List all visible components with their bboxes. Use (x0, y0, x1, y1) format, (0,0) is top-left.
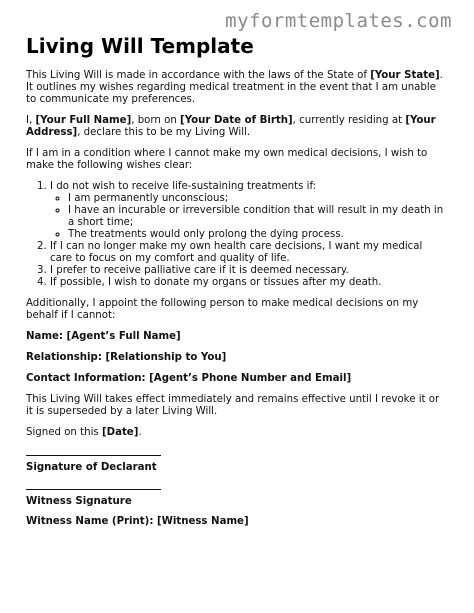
intro-text-2: . It outlines my wishes regarding medical treatment in the event that I am unable to communicate my preferences. (26, 70, 443, 105)
agent-name-field (26, 331, 446, 343)
intro-paragraph (26, 70, 446, 106)
witness-name-label: Witness Name (Print): (26, 516, 154, 527)
condition-item: ◦ I am permanently unconscious; (68, 193, 446, 205)
witness-signature-line[interactable] (26, 489, 161, 490)
signed-text-1: Signed on this (26, 427, 102, 438)
condition-item: ◦ The treatments would only prolong the dying process. (68, 229, 446, 241)
address-placeholder: [Your Address] (26, 115, 436, 138)
declaration-text-3: , currently residing at (292, 115, 406, 126)
signed-date-line (26, 427, 446, 439)
signed-text-2: . (138, 427, 142, 438)
wish-item (50, 181, 446, 241)
agent-contact-label: Contact Information: (26, 373, 146, 384)
wish-item: 3. I prefer to receive palliative care if it is deemed necessary. (50, 265, 446, 277)
declarant-signature-line[interactable] (26, 455, 161, 456)
agent-relationship-label: Relationship: (26, 352, 102, 363)
declaration-text-1: I, (26, 115, 36, 126)
wish-text: I do not wish to receive life-sustaining treatments if: (50, 181, 317, 192)
agent-intro: Additionally, I appoint the following person to make medical decisions on my behalf if I cannot: (26, 298, 419, 321)
wishes-list (26, 181, 446, 289)
declaration-text-2: , born on (131, 115, 181, 126)
state-placeholder: [Your State] (370, 70, 440, 81)
agent-relationship-field (26, 352, 446, 364)
intro-text-1: This Living Will is made in accordance with the laws of the State of (26, 70, 371, 81)
condition-item: ◦ I have an incurable or irreversible condition that will result in my death in a short time; (68, 205, 446, 229)
agent-relationship-value: [Relationship to You] (105, 352, 227, 363)
agent-contact-field (26, 373, 446, 385)
witness-name-value: [Witness Name] (156, 516, 249, 527)
declaration-paragraph (26, 115, 446, 139)
document-title: Living Will Template (26, 34, 254, 58)
date-placeholder: [Date] (101, 427, 139, 438)
declarant-signature-label: Signature of Declarant (26, 462, 157, 473)
full-name-placeholder: [Your Full Name] (35, 115, 132, 126)
agent-contact-value: [Agent’s Phone Number and Email] (149, 373, 352, 384)
wishes-intro: If I am in a condition where I cannot make my own medical decisions, I wish to make the following wishes clear: (26, 148, 428, 171)
effect-paragraph: This Living Will takes effect immediately and remains effective until I revoke it or it is superseded by a later Living Will. (26, 394, 440, 417)
witness-name-field (26, 516, 446, 527)
wish-item: 4. If possible, I wish to donate my organs or tissues after my death. (50, 277, 446, 289)
conditions-list (50, 193, 446, 241)
agent-name-value: [Agent’s Full Name] (66, 331, 181, 342)
agent-name-label: Name: (26, 331, 63, 342)
witness-signature-label: Witness Signature (26, 496, 132, 507)
site-watermark: myformtemplates.com (225, 10, 452, 32)
document-body (26, 33, 446, 536)
declaration-text-4: , declare this to be my Living Will. (77, 127, 251, 138)
dob-placeholder: [Your Date of Birth] (180, 115, 293, 126)
wish-item: 2. If I can no longer make my own health care decisions, I want my medical care to focus on my comfort and quality of life. (50, 241, 446, 265)
